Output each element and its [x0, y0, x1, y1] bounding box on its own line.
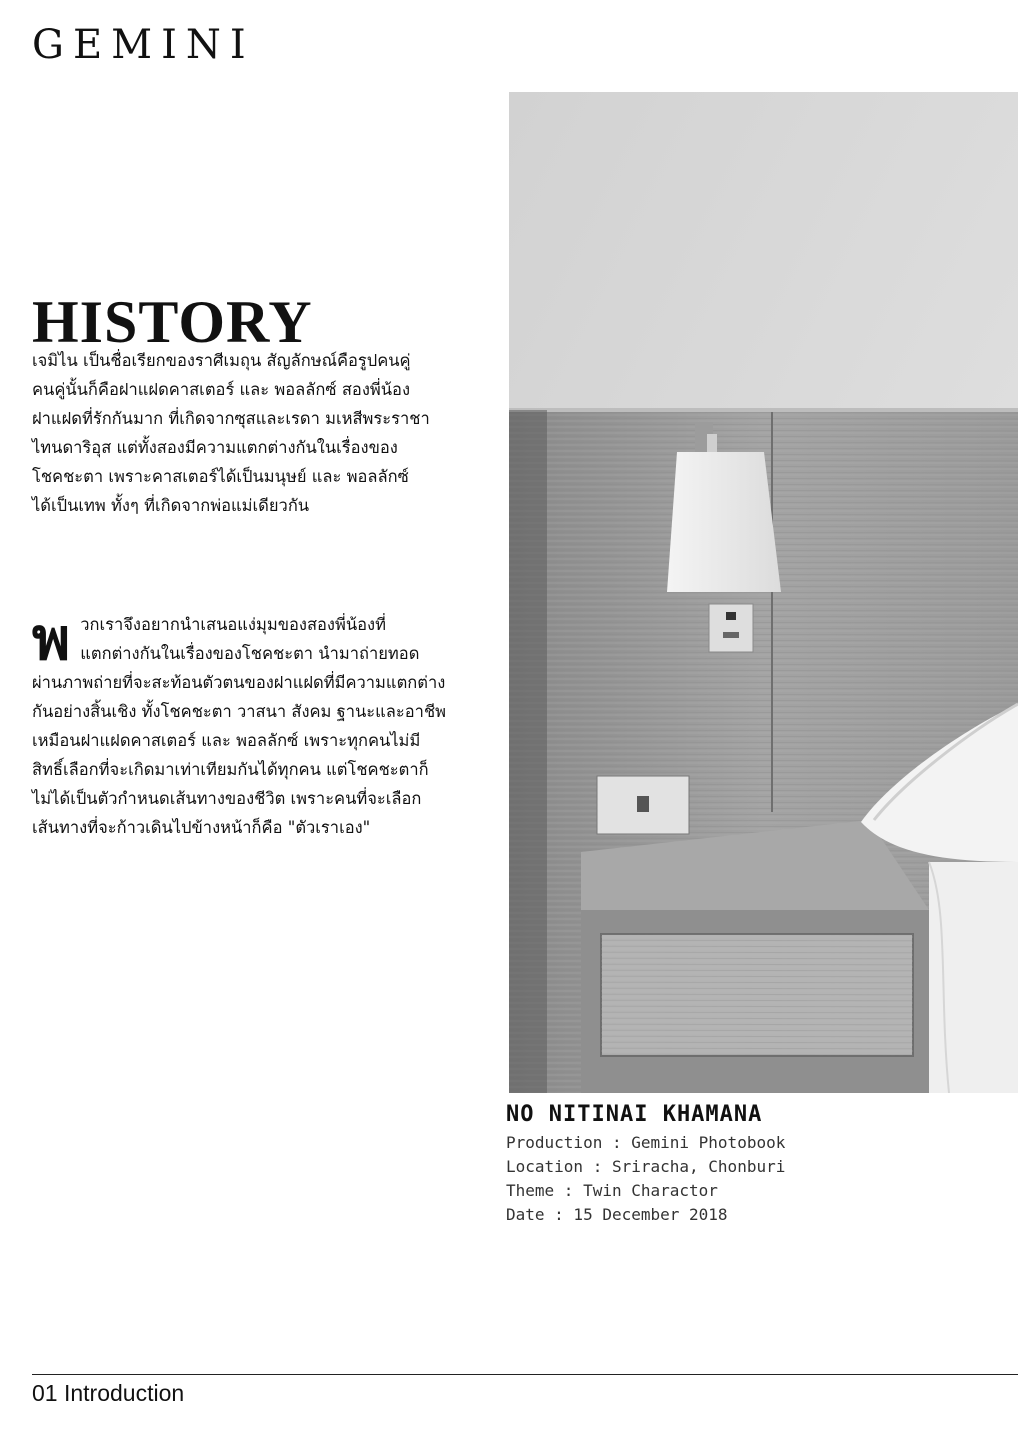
- footer-section-label: 01 Introduction: [32, 1380, 185, 1406]
- caption-location: Location : Sriracha, Chonburi: [506, 1157, 786, 1176]
- footer-divider: [32, 1374, 1018, 1375]
- paragraph-line: ได้เป็นเทพ ทั้งๆ ที่เกิดจากพ่อแม่เดียวกัน: [32, 496, 310, 515]
- bedroom-photo: [509, 92, 1018, 1093]
- paragraph-line: ไทนดาริอุส แต่ทั้งสองมีความแตกต่างกันในเรื่องของ: [32, 438, 398, 457]
- history-paragraph-2: [32, 605, 487, 842]
- paragraph-line: สิทธิ์เลือกที่จะเกิดมาเท่าเทียมกันได้ทุกคน แต่โชคชะตาก็: [32, 760, 429, 779]
- paragraph-line: คนคู่นั้นก็คือฝาแฝดคาสเตอร์ และ พอลลักซ์ สองพี่น้อง: [32, 380, 411, 399]
- paragraph-line: วกเราจึงอยากนำเสนอแง่มุมของสองพี่น้องที่: [80, 615, 386, 634]
- history-title: HISTORY: [32, 289, 313, 355]
- photo-caption: [506, 1102, 1006, 1227]
- brand-logo: GEMINI: [32, 22, 255, 68]
- caption-date: Date : 15 December 2018: [506, 1205, 728, 1224]
- caption-theme: Theme : Twin Charactor: [506, 1181, 718, 1200]
- paragraph-line: เจมิไน เป็นชื่อเรียกของราศีเมถุน สัญลักษณ์คือรูปคนคู่: [32, 351, 411, 370]
- paragraph-line: โชคชะตา เพราะคาสเตอร์ได้เป็นมนุษย์ และ พอลลักซ์: [32, 467, 409, 486]
- caption-title: NO NITINAI KHAMANA: [506, 1102, 763, 1127]
- history-paragraph-1: [32, 346, 487, 520]
- paragraph-line: เส้นทางที่จะก้าวเดินไปข้างหน้าก็คือ "ตัวเราเอง": [32, 818, 371, 837]
- paragraph-line: แตกต่างกันในเรื่องของโชคชะตา นำมาถ่ายทอด: [80, 644, 420, 663]
- paragraph-line: กันอย่างสิ้นเชิง ทั้งโชคชะตา วาสนา สังคม ฐานะและอาชีพ: [32, 702, 447, 721]
- paragraph-line: ผ่านภาพถ่ายที่จะสะท้อนตัวตนของฝาแฝดที่มีความแตกต่าง: [32, 673, 446, 692]
- paragraph-line: ฝาแฝดที่รักกันมาก ที่เกิดจากซุสและเรดา มเหสีพระราชา: [32, 409, 430, 428]
- drop-cap: พ: [32, 605, 71, 673]
- paragraph-line: ไม่ได้เป็นตัวกำหนดเส้นทางของชีวิต เพราะคนที่จะเลือก: [32, 789, 422, 808]
- caption-production: Production : Gemini Photobook: [506, 1133, 786, 1152]
- paragraph-line: เหมือนฝาแฝดคาสเตอร์ และ พอลลักซ์ เพราะทุกคนไม่มี: [32, 731, 421, 750]
